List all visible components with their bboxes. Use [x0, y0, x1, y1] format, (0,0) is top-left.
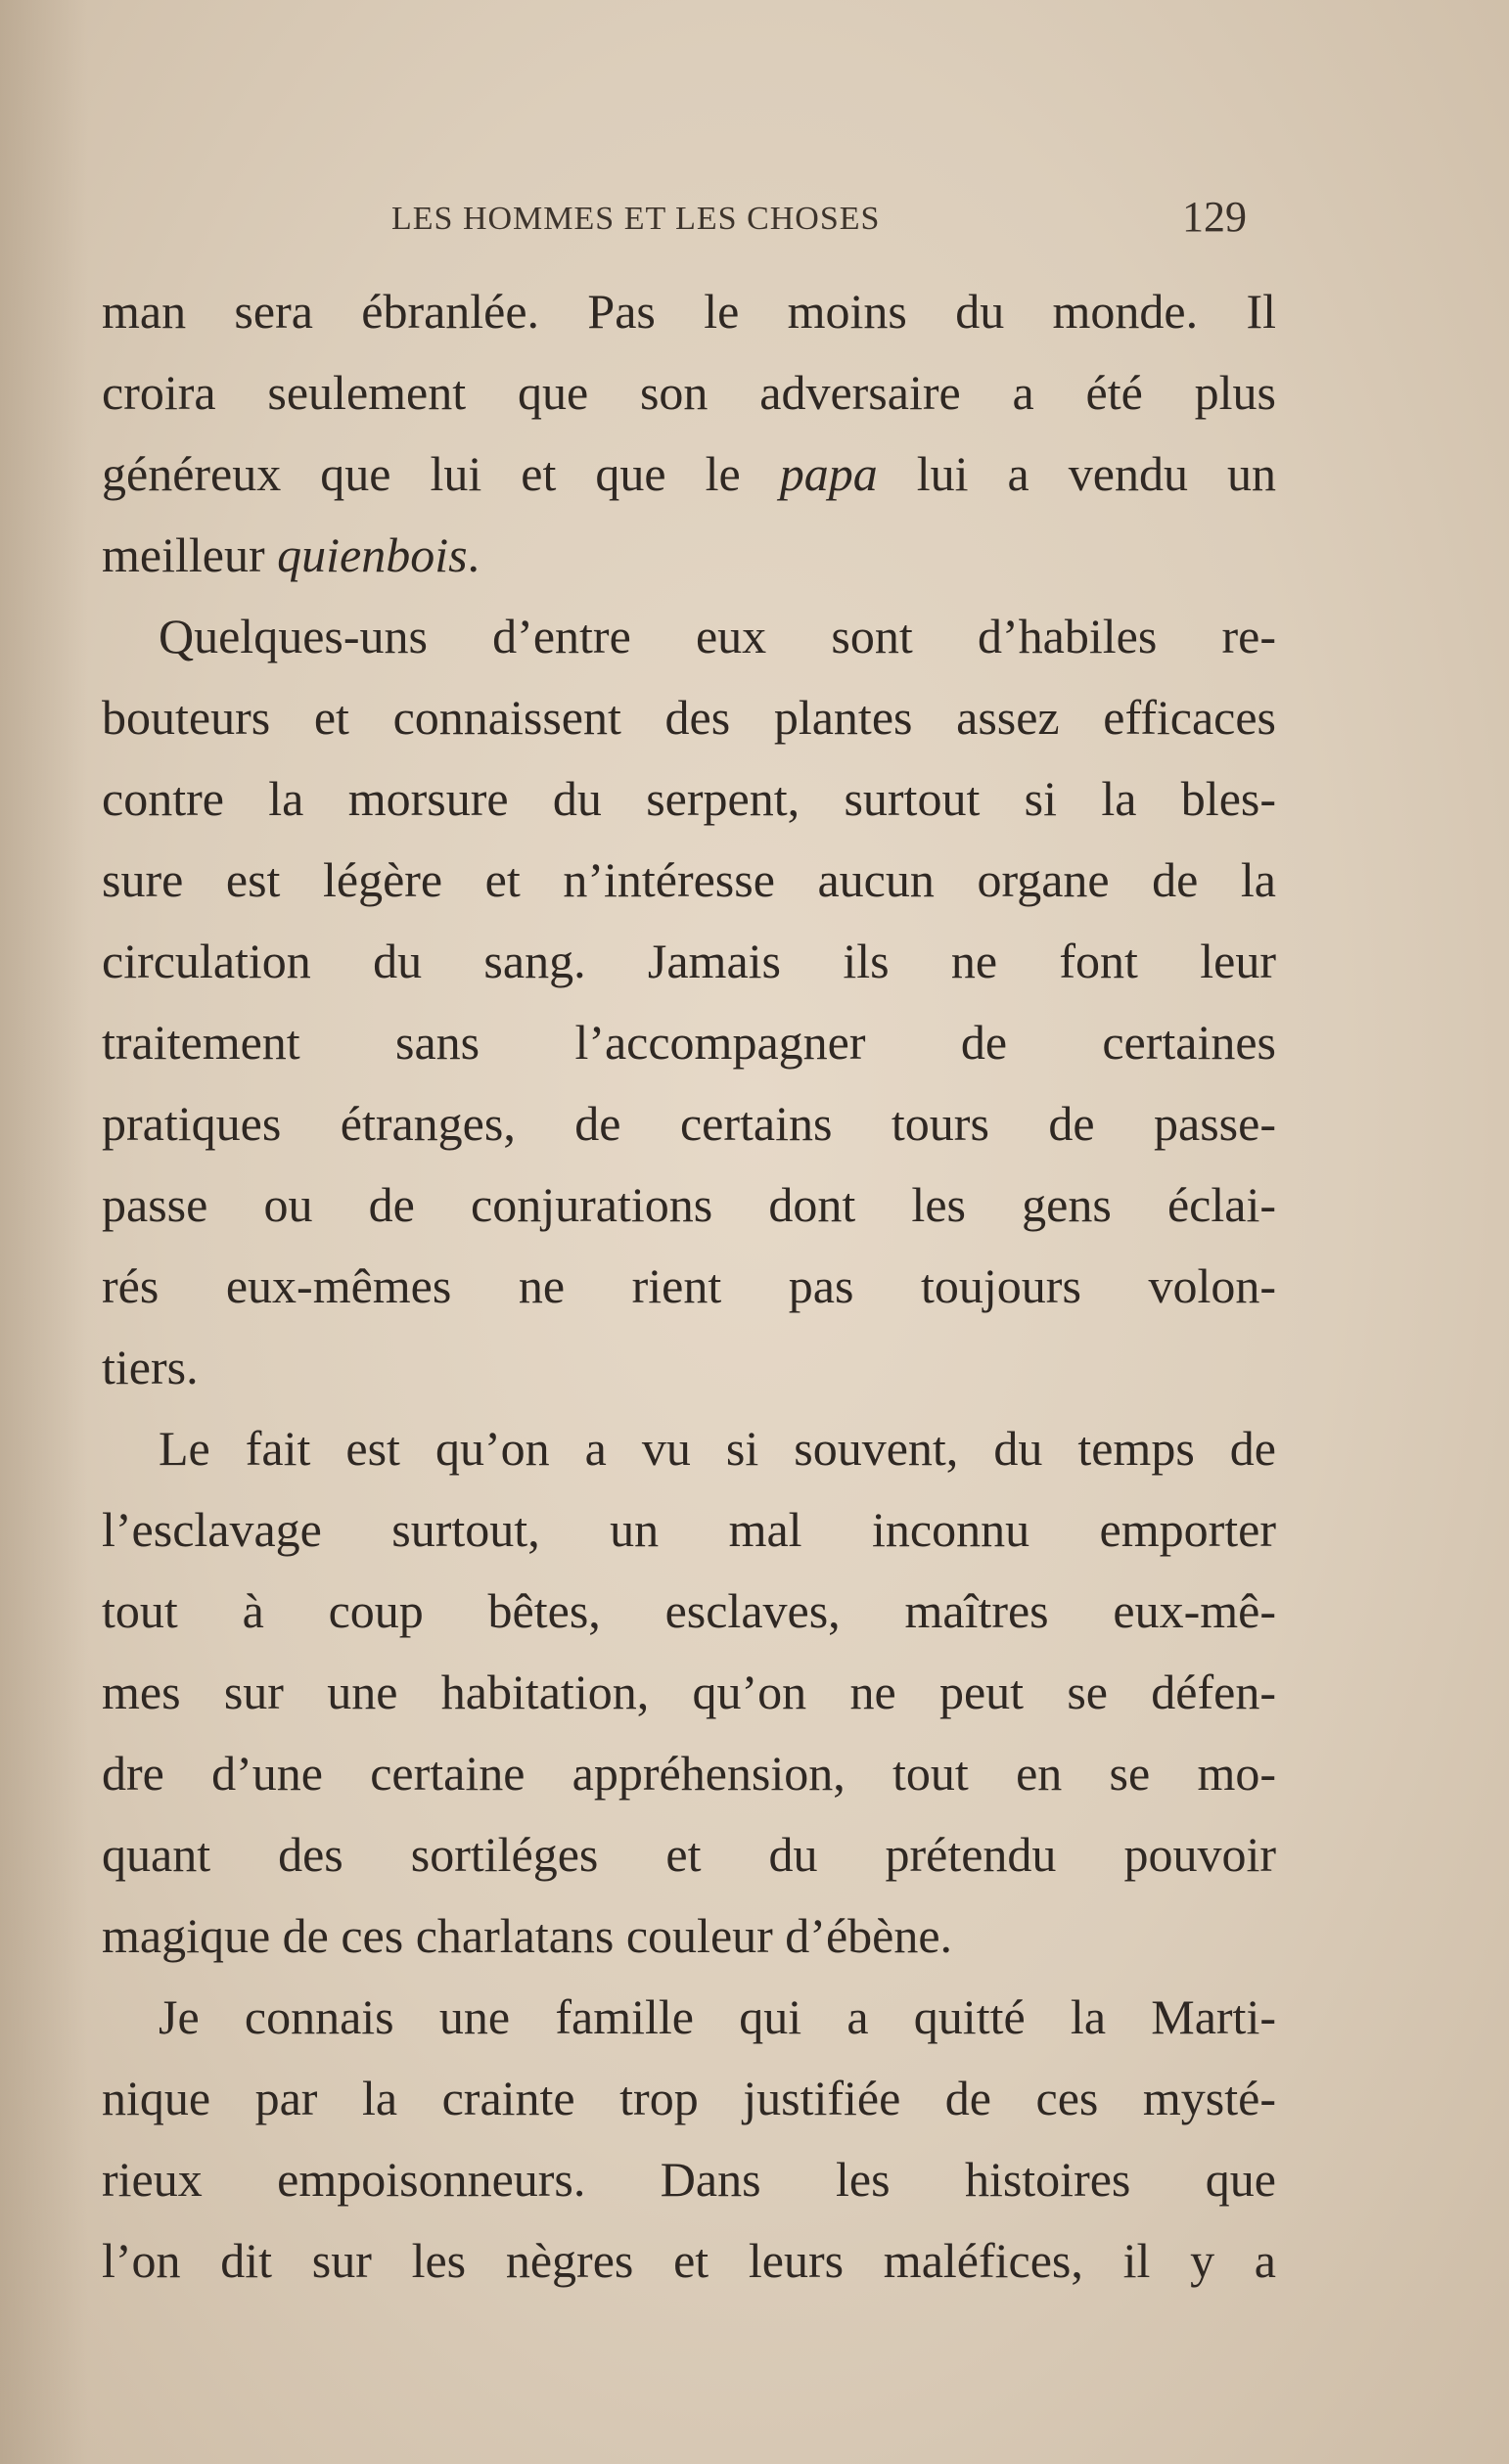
- text-line: l’on dit sur les nègres et leurs maléfices, il y a: [102, 2233, 1276, 2288]
- text-line: Quelques-uns d’entre eux sont d’habiles re-: [159, 609, 1276, 663]
- text-line: circulation du sang. Jamais ils ne font leur: [102, 934, 1276, 988]
- text-line: contre la morsure du serpent, surtout si la bles-: [102, 771, 1276, 826]
- text-line: magique de ces charlatans couleur d’ébène.: [102, 1908, 953, 1963]
- text-line: passe ou de conjurations dont les gens éclai-: [102, 1177, 1276, 1232]
- text-line: meilleur quienbois.: [102, 527, 480, 582]
- text-line: nique par la crainte trop justifiée de ces mysté-: [102, 2071, 1276, 2125]
- text-line: croira seulement que son adversaire a été plus: [102, 365, 1276, 420]
- text-line: tout à coup bêtes, esclaves, maîtres eux-mê-: [102, 1583, 1276, 1638]
- text-line: Le fait est qu’on a vu si souvent, du temps de: [159, 1421, 1276, 1476]
- page-number: 129: [1182, 193, 1247, 241]
- text-line: man sera ébranlée. Pas le moins du monde. Il: [102, 284, 1276, 339]
- text-line: bouteurs et connaissent des plantes assez efficaces: [102, 690, 1276, 745]
- text-line: dre d’une certaine appréhension, tout en se mo-: [102, 1746, 1276, 1801]
- binding-shadow: [0, 0, 88, 2464]
- text-line: tiers.: [102, 1340, 199, 1394]
- text-line: rés eux-mêmes ne rient pas toujours volon-: [102, 1258, 1276, 1313]
- text-line: quant des sortiléges et du prétendu pouvoir: [102, 1827, 1276, 1882]
- text-line: sure est légère et n’intéresse aucun organe de la: [102, 852, 1276, 907]
- running-head: LES HOMMES ET LES CHOSES: [391, 201, 881, 237]
- text-line: généreux que lui et que le papa lui a vendu un: [102, 446, 1276, 501]
- text-line: Je connais une famille qui a quitté la Marti-: [159, 1989, 1276, 2044]
- text-line: mes sur une habitation, qu’on ne peut se défen-: [102, 1665, 1276, 1719]
- text-line: pratiques étranges, de certains tours de passe-: [102, 1096, 1276, 1151]
- text-line: traitement sans l’accompagner de certaines: [102, 1015, 1276, 1070]
- text-line: rieux empoisonneurs. Dans les histoires que: [102, 2152, 1276, 2207]
- text-line: l’esclavage surtout, un mal inconnu emporter: [102, 1502, 1276, 1557]
